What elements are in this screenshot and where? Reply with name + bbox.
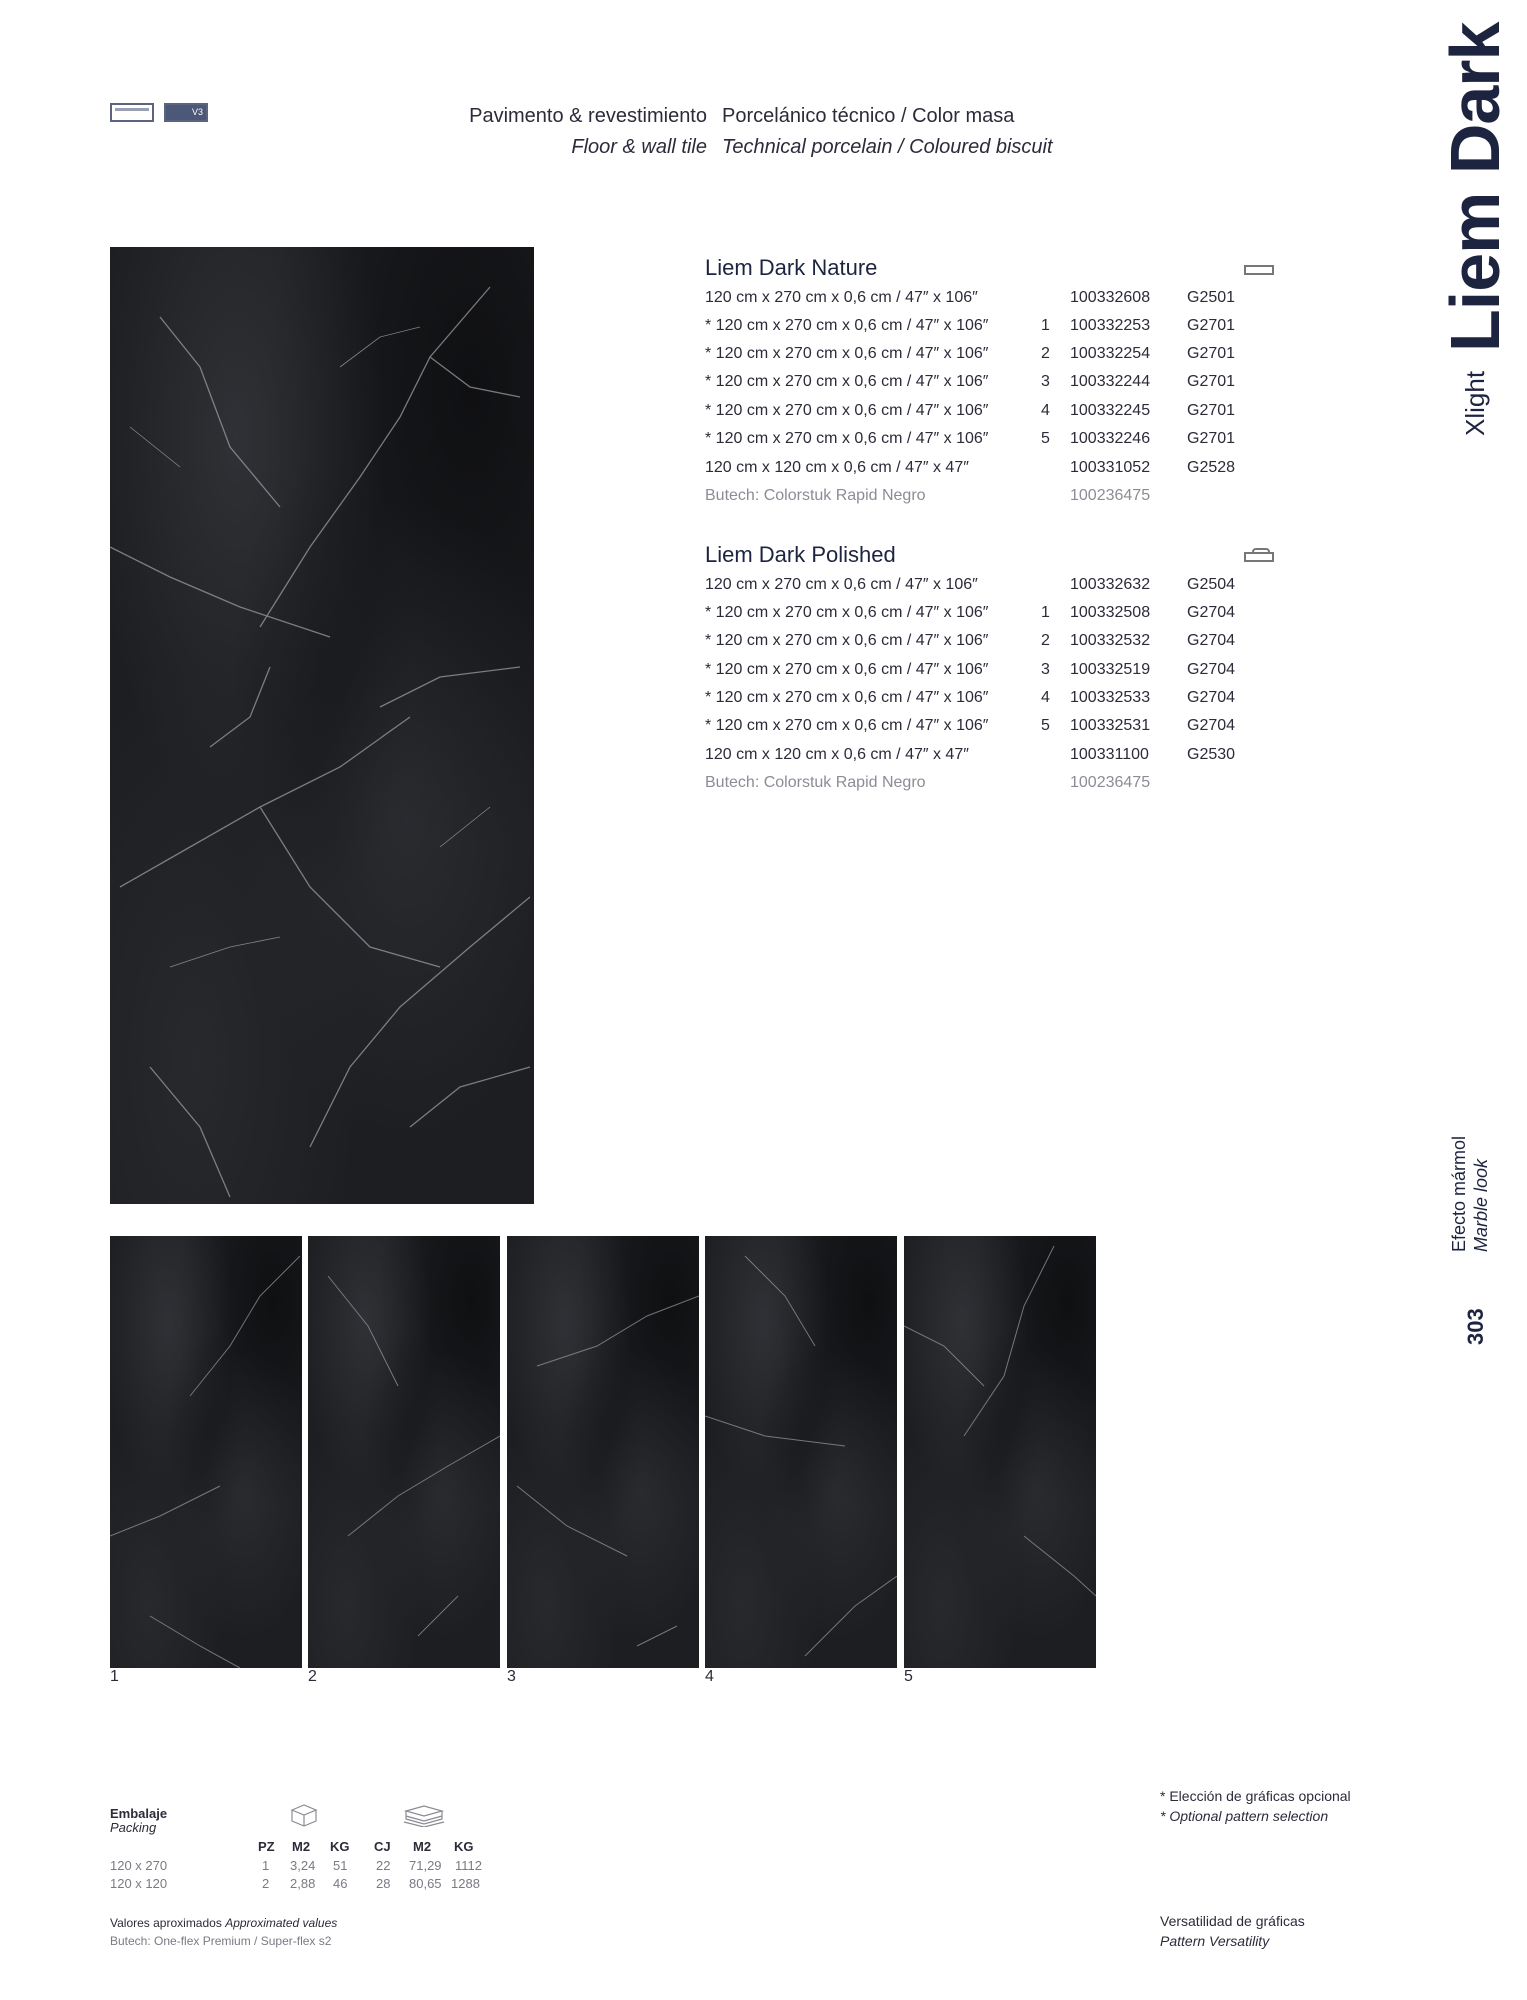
butech-code: 100236475 xyxy=(1070,774,1151,791)
product-code: 100332533 xyxy=(1070,689,1151,706)
group-code: G2704 xyxy=(1187,661,1236,678)
marble-veins xyxy=(507,1236,699,1668)
pack-m2: 3,24 xyxy=(290,1858,316,1873)
variant-slab-2 xyxy=(308,1236,500,1668)
size: * 120 cm x 270 cm x 0,6 cm / 47″ x 106″ xyxy=(705,402,989,419)
pack-pz: 1 xyxy=(262,1858,270,1873)
group-code: G2501 xyxy=(1187,289,1236,306)
variant-slab-3 xyxy=(507,1236,699,1668)
pallet-icon xyxy=(400,1803,448,1827)
size: * 120 cm x 270 cm x 0,6 cm / 47″ x 106″ xyxy=(705,717,989,734)
size: * 120 cm x 270 cm x 0,6 cm / 47″ x 106″ xyxy=(705,317,989,334)
category-es: Pavimento & revestimiento xyxy=(469,105,707,127)
table-row xyxy=(705,397,1265,425)
product-code: 100332519 xyxy=(1070,661,1151,678)
page-number: 303 xyxy=(1463,1308,1488,1345)
variant-number: 3 xyxy=(1041,661,1050,678)
marble-veins xyxy=(308,1236,500,1668)
product-code: 100332532 xyxy=(1070,632,1151,649)
variant-label-5: 5 xyxy=(904,1668,913,1685)
group-code: G2701 xyxy=(1187,402,1236,419)
group-code: G2704 xyxy=(1187,632,1236,649)
col-pz: PZ xyxy=(258,1839,275,1854)
group-code: G2528 xyxy=(1187,459,1236,476)
variant-number: 1 xyxy=(1041,604,1050,621)
pack-format: 120 x 270 xyxy=(110,1858,168,1873)
product-title-nature: Liem Dark Nature xyxy=(705,255,878,280)
approx-values xyxy=(110,1915,337,1931)
variant-number: 2 xyxy=(1041,632,1050,649)
table-row xyxy=(705,284,1265,312)
butech-label: Butech: Colorstuk Rapid Negro xyxy=(705,487,926,504)
table-row xyxy=(705,684,1265,712)
box-icon xyxy=(288,1803,320,1827)
col-m2-pallet: M2 xyxy=(413,1839,432,1854)
variant-slab-5 xyxy=(904,1236,1096,1668)
variant-label-2: 2 xyxy=(308,1668,317,1685)
variant-number: 2 xyxy=(1041,345,1050,362)
product-code: 100332632 xyxy=(1070,576,1151,593)
table-row xyxy=(705,599,1265,627)
effect-es: Efecto mármol xyxy=(1449,1135,1469,1252)
table-row xyxy=(705,368,1265,396)
table-row xyxy=(705,312,1265,340)
product-code: 100332508 xyxy=(1070,604,1151,621)
group-code: G2704 xyxy=(1187,717,1236,734)
variant-slab-1 xyxy=(110,1236,302,1668)
variant-number: 5 xyxy=(1041,717,1050,734)
size: * 120 cm x 270 cm x 0,6 cm / 47″ x 106″ xyxy=(705,604,989,621)
marble-veins xyxy=(110,247,534,1204)
category-en: Floor & wall tile xyxy=(571,136,707,158)
pack-kg: 46 xyxy=(333,1876,348,1891)
size: 120 cm x 120 cm x 0,6 cm / 47″ x 47″ xyxy=(705,746,969,763)
pack-m2: 2,88 xyxy=(290,1876,316,1891)
pack-pz: 2 xyxy=(262,1876,270,1891)
product-code: 100332253 xyxy=(1070,317,1151,334)
product-code: 100331052 xyxy=(1070,459,1151,476)
variant-number: 1 xyxy=(1041,317,1050,334)
optional-note-en: * Optional pattern selection xyxy=(1160,1808,1329,1824)
product-code: 100331100 xyxy=(1070,746,1149,763)
group-code: G2530 xyxy=(1187,746,1236,763)
pack-kg: 51 xyxy=(333,1858,348,1873)
butech-row xyxy=(705,769,1265,797)
group-code: G2701 xyxy=(1187,373,1236,390)
tile-format-icon xyxy=(110,103,154,122)
variant-number: 4 xyxy=(1041,689,1050,706)
polished-tile-icon xyxy=(1244,552,1274,562)
versatility-es: Versatilidad de gráficas xyxy=(1160,1913,1305,1929)
size: * 120 cm x 270 cm x 0,6 cm / 47″ x 106″ xyxy=(705,689,989,706)
size: 120 cm x 270 cm x 0,6 cm / 47″ x 106″ xyxy=(705,289,978,306)
packing-title-en: Packing xyxy=(110,1820,157,1835)
size: * 120 cm x 270 cm x 0,6 cm / 47″ x 106″ xyxy=(705,345,989,362)
group-code: G2701 xyxy=(1187,430,1236,447)
approx-en: Approximated values xyxy=(225,1916,338,1930)
material-en: Technical porcelain / Coloured biscuit xyxy=(722,136,1053,158)
main-slab-image xyxy=(110,247,534,1204)
variant-slab-4 xyxy=(705,1236,897,1668)
size: 120 cm x 120 cm x 0,6 cm / 47″ x 47″ xyxy=(705,459,969,476)
table-row xyxy=(705,741,1265,769)
line-name: Xlight xyxy=(1460,370,1490,436)
variant-label-1: 1 xyxy=(110,1668,119,1685)
collection-title: Liem Dark xyxy=(1436,22,1514,352)
effect-en: Marble look xyxy=(1471,1158,1491,1252)
marble-veins xyxy=(705,1236,897,1668)
butech-label: Butech: Colorstuk Rapid Negro xyxy=(705,774,926,791)
product-code: 100332608 xyxy=(1070,289,1151,306)
packing-title-es: Embalaje xyxy=(110,1806,168,1821)
group-code: G2701 xyxy=(1187,317,1236,334)
optional-note-es: * Elección de gráficas opcional xyxy=(1160,1788,1351,1804)
variant-number: 5 xyxy=(1041,430,1050,447)
size: * 120 cm x 270 cm x 0,6 cm / 47″ x 106″ xyxy=(705,661,989,678)
col-kg: KG xyxy=(330,1839,350,1854)
flat-tile-icon xyxy=(1244,265,1274,275)
pack-kg-pallet: 1288 xyxy=(451,1876,480,1891)
butech-code: 100236475 xyxy=(1070,487,1151,504)
table-row xyxy=(705,712,1265,740)
size: * 120 cm x 270 cm x 0,6 cm / 47″ x 106″ xyxy=(705,373,989,390)
product-code: 100332244 xyxy=(1070,373,1151,390)
versatility-en: Pattern Versatility xyxy=(1160,1933,1270,1949)
size: 120 cm x 270 cm x 0,6 cm / 47″ x 106″ xyxy=(705,576,978,593)
table-row xyxy=(705,454,1265,482)
product-code: 100332246 xyxy=(1070,430,1151,447)
approx-es: Valores aproximados xyxy=(110,1916,222,1930)
table-row xyxy=(705,425,1265,453)
pack-format: 120 x 120 xyxy=(110,1876,168,1891)
thickness-icon xyxy=(164,103,208,122)
table-row xyxy=(705,627,1265,655)
group-code: G2704 xyxy=(1187,604,1236,621)
product-code: 100332531 xyxy=(1070,717,1151,734)
col-cj: CJ xyxy=(374,1839,391,1854)
variant-label-3: 3 xyxy=(507,1668,516,1685)
packing-butech: Butech: One-flex Premium / Super-flex s2 xyxy=(110,1934,332,1948)
group-code: G2701 xyxy=(1187,345,1236,362)
variant-number: 4 xyxy=(1041,402,1050,419)
table-row xyxy=(705,571,1265,599)
material-es: Porcelánico técnico / Color masa xyxy=(722,105,1015,127)
group-code: G2504 xyxy=(1187,576,1236,593)
pack-cj: 28 xyxy=(376,1876,391,1891)
butech-row xyxy=(705,482,1265,510)
variant-number: 3 xyxy=(1041,373,1050,390)
table-row xyxy=(705,340,1265,368)
size: * 120 cm x 270 cm x 0,6 cm / 47″ x 106″ xyxy=(705,430,989,447)
product-code: 100332254 xyxy=(1070,345,1151,362)
product-title-polished: Liem Dark Polished xyxy=(705,542,896,567)
product-code: 100332245 xyxy=(1070,402,1151,419)
marble-veins xyxy=(904,1236,1096,1668)
thickness-badge: V3 xyxy=(191,107,203,117)
pack-cj: 22 xyxy=(376,1858,391,1873)
pack-m2-pallet: 80,65 xyxy=(409,1876,442,1891)
pack-kg-pallet: 1112 xyxy=(455,1858,482,1873)
col-m2: M2 xyxy=(292,1839,311,1854)
pack-m2-pallet: 71,29 xyxy=(409,1858,442,1873)
marble-veins xyxy=(110,1236,302,1668)
variant-label-4: 4 xyxy=(705,1668,714,1685)
group-code: G2704 xyxy=(1187,689,1236,706)
col-kg-pallet: KG xyxy=(454,1839,474,1854)
size: * 120 cm x 270 cm x 0,6 cm / 47″ x 106″ xyxy=(705,632,989,649)
table-row xyxy=(705,656,1265,684)
